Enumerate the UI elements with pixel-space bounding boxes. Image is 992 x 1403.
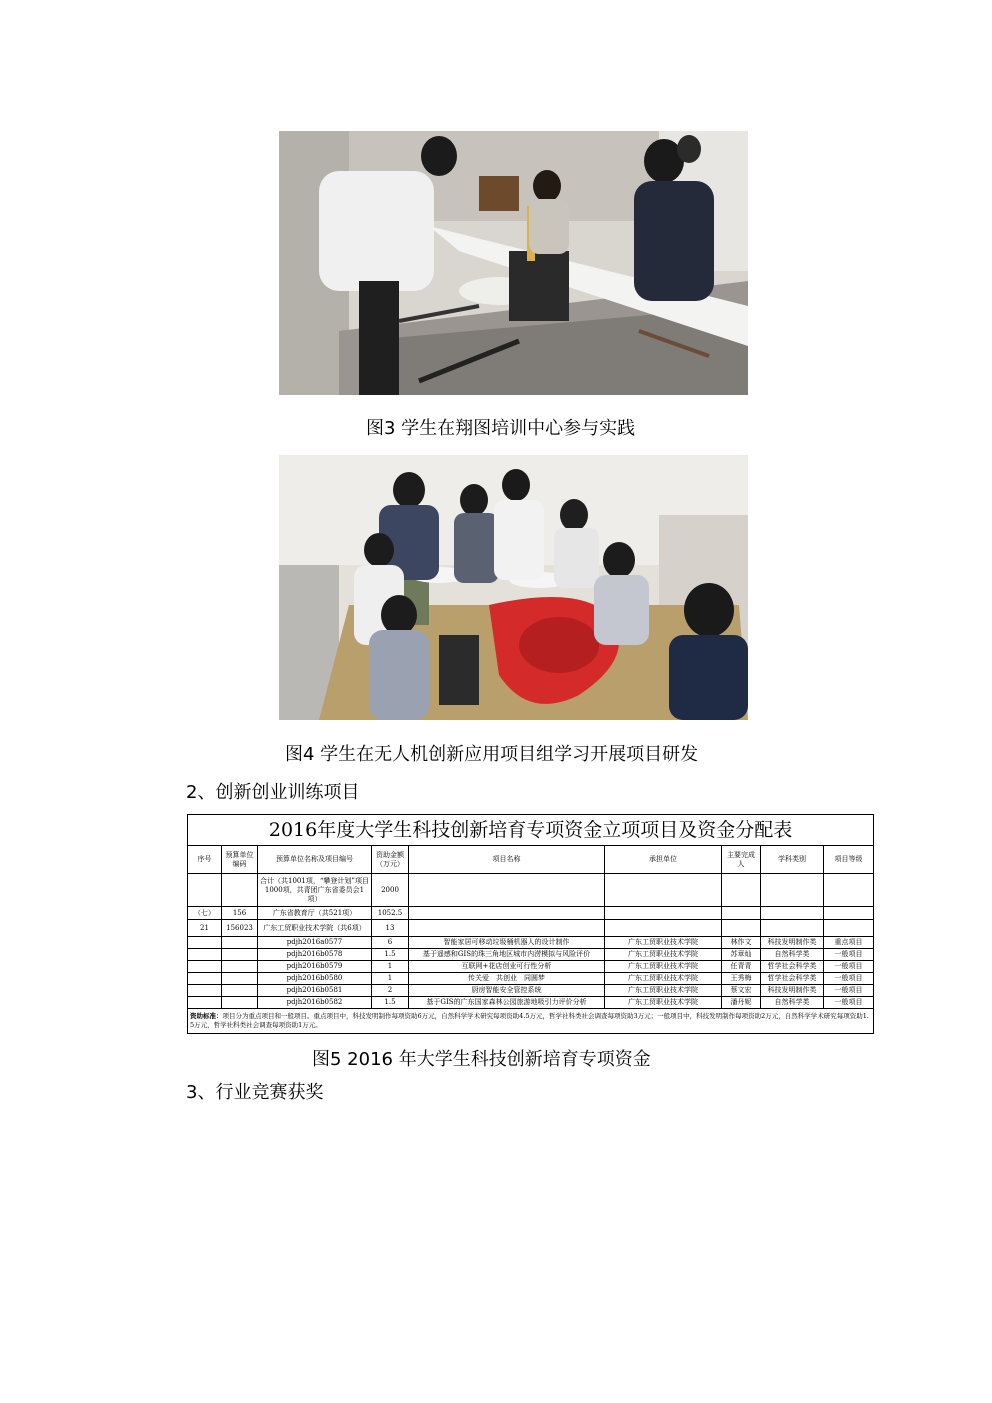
table-row [188, 961, 874, 973]
figure-4-caption: 图4 学生在无人机创新应用项目组学习开展项目研发 [285, 744, 699, 765]
table-cell [409, 907, 605, 920]
photo-drone-workshop-icon [279, 131, 748, 395]
table-cell [222, 973, 258, 985]
table-cell [188, 997, 222, 1009]
header-cell: 序号 [188, 846, 222, 874]
table-cell [605, 907, 722, 920]
table-cell: 林作文 [722, 937, 761, 949]
table-header-row [188, 846, 874, 874]
header-cell: 承担单位 [605, 846, 722, 874]
table-cell [722, 920, 761, 937]
table-cell [222, 997, 258, 1009]
table-cell: 13 [372, 920, 409, 937]
table-cell: 广东工贸职业技术学院 [605, 973, 722, 985]
figure-4-photo [279, 455, 748, 720]
table-cell: 科技发明制作类 [761, 985, 824, 997]
table-cell: 广东工贸职业技术学院 [605, 949, 722, 961]
table-cell [722, 907, 761, 920]
table-row [188, 937, 874, 949]
table-cell: 基于遥感和GIS的珠三角地区城市内涝模拟与风险评价 [409, 949, 605, 961]
table-cell: 156 [222, 907, 258, 920]
table-cell [222, 949, 258, 961]
table-cell: 一般项目 [824, 949, 874, 961]
table-cell [222, 985, 258, 997]
table-cell [222, 874, 258, 907]
table-cell: 自然科学类 [761, 997, 824, 1009]
table-cell [824, 920, 874, 937]
table-cell: pdjh2016b0578 [258, 949, 372, 961]
table-cell: pdjh2016b0580 [258, 973, 372, 985]
funding-table [187, 814, 874, 1034]
table-cell [722, 874, 761, 907]
figure-3-caption: 图3 学生在翔图培训中心参与实践 [366, 418, 636, 439]
table-cell [761, 874, 824, 907]
table-cell: 广东工贸职业技术学院（共6项） [258, 920, 372, 937]
table-cell: 任青青 [722, 961, 761, 973]
table-cell: 广东工贸职业技术学院 [605, 985, 722, 997]
table-row [188, 997, 874, 1009]
table-cell: 1.5 [372, 949, 409, 961]
table-cell: 一般项目 [824, 973, 874, 985]
table-cell [188, 985, 222, 997]
figure-3-photo [279, 131, 748, 395]
header-cell: 项目等级 [824, 846, 874, 874]
table-title: 2016年度大学生科技创新培育专项资金立项项目及资金分配表 [188, 815, 874, 846]
table-cell: 21 [188, 920, 222, 937]
table-cell: 一般项目 [824, 997, 874, 1009]
table-cell: 潘丹妮 [722, 997, 761, 1009]
table-row-total [188, 874, 874, 907]
table-cell: 自然科学类 [761, 949, 824, 961]
table-cell [409, 874, 605, 907]
table-cell: 智能家居可移动垃圾桶机器人的设计制作 [409, 937, 605, 949]
table-cell [824, 874, 874, 907]
table-row-subtotal [188, 907, 874, 920]
table-cell: 哲学社会科学类 [761, 973, 824, 985]
table-cell: 苏章灿 [722, 949, 761, 961]
table-cell: 基于GIS的广东国家森林公园旅游地吸引力评价分析 [409, 997, 605, 1009]
table-cell: pdjh2016a0577 [258, 937, 372, 949]
table-cell: 广东工贸职业技术学院 [605, 997, 722, 1009]
table-cell: （七） [188, 907, 222, 920]
header-cell: 学科类别 [761, 846, 824, 874]
table-cell [409, 920, 605, 937]
table-cell: 传关爱 共创业 同圆梦 [409, 973, 605, 985]
table-cell: pdjh2016b0582 [258, 997, 372, 1009]
table-cell: pdjh2016b0579 [258, 961, 372, 973]
photo-drone-group-icon [279, 455, 748, 720]
table-cell: 1052.5 [372, 907, 409, 920]
funding-table-image [187, 814, 873, 1034]
table-cell: 156023 [222, 920, 258, 937]
table-cell [761, 907, 824, 920]
table-cell: pdjh2016b0581 [258, 985, 372, 997]
table-cell: 2000 [372, 874, 409, 907]
table-cell [605, 920, 722, 937]
section-heading-innovation-projects: 2、创新创业训练项目 [186, 782, 360, 803]
table-cell: 厨房智能安全管控系统 [409, 985, 605, 997]
table-row-department [188, 920, 874, 937]
table-row [188, 985, 874, 997]
figure-5-caption: 图5 2016 年大学生科技创新培育专项资金 [312, 1049, 651, 1070]
table-cell: 一般项目 [824, 985, 874, 997]
table-cell: 王秀梅 [722, 973, 761, 985]
table-cell: 1 [372, 973, 409, 985]
table-cell: 广东省教育厅（共521项） [258, 907, 372, 920]
table-cell: 科技发明制作类 [761, 937, 824, 949]
table-cell [761, 920, 824, 937]
table-cell: 广东工贸职业技术学院 [605, 937, 722, 949]
table-cell: 2 [372, 985, 409, 997]
table-cell: 哲学社会科学类 [761, 961, 824, 973]
note-label: 资助标准： [190, 1012, 223, 1020]
header-cell: 项目名称 [409, 846, 605, 874]
table-cell: 1 [372, 961, 409, 973]
note-text: 项目分为重点项目和一般项目。重点项目中，科技发明制作每项资助6万元，自然科学学术研究每项资助4.5万元，哲学社科类社会调查每项资助3万元；一般项目中，科技发明制作每项资助2万元，自然科学学术研究每项资助1.5万元，哲学社科类社会调查每项资助1万元。 [190, 1012, 869, 1029]
table-cell [222, 961, 258, 973]
table-cell: 蔡文宏 [722, 985, 761, 997]
table-cell: 互联网+花店创业可行性分析 [409, 961, 605, 973]
table-cell [188, 961, 222, 973]
table-note [188, 1009, 874, 1034]
table-cell: 广东工贸职业技术学院 [605, 961, 722, 973]
table-cell: 一般项目 [824, 961, 874, 973]
header-cell: 预算单位编码 [222, 846, 258, 874]
table-cell: 1.5 [372, 997, 409, 1009]
table-row [188, 973, 874, 985]
table-cell [222, 937, 258, 949]
header-cell: 主要完成人 [722, 846, 761, 874]
table-cell: 合计（共1001项，“攀登计划”项目1000项，共青团广东省委员会1项） [258, 874, 372, 907]
table-note-row [188, 1009, 874, 1034]
table-cell [188, 937, 222, 949]
table-row [188, 949, 874, 961]
table-cell [188, 949, 222, 961]
table-cell: 重点项目 [824, 937, 874, 949]
section-heading-competition-awards: 3、行业竞赛获奖 [186, 1082, 324, 1103]
table-cell: 6 [372, 937, 409, 949]
table-cell [824, 907, 874, 920]
header-cell: 预算单位名称及项目编号 [258, 846, 372, 874]
table-cell [188, 874, 222, 907]
table-cell [188, 973, 222, 985]
table-cell [605, 874, 722, 907]
header-cell: 资助金额（万元） [372, 846, 409, 874]
